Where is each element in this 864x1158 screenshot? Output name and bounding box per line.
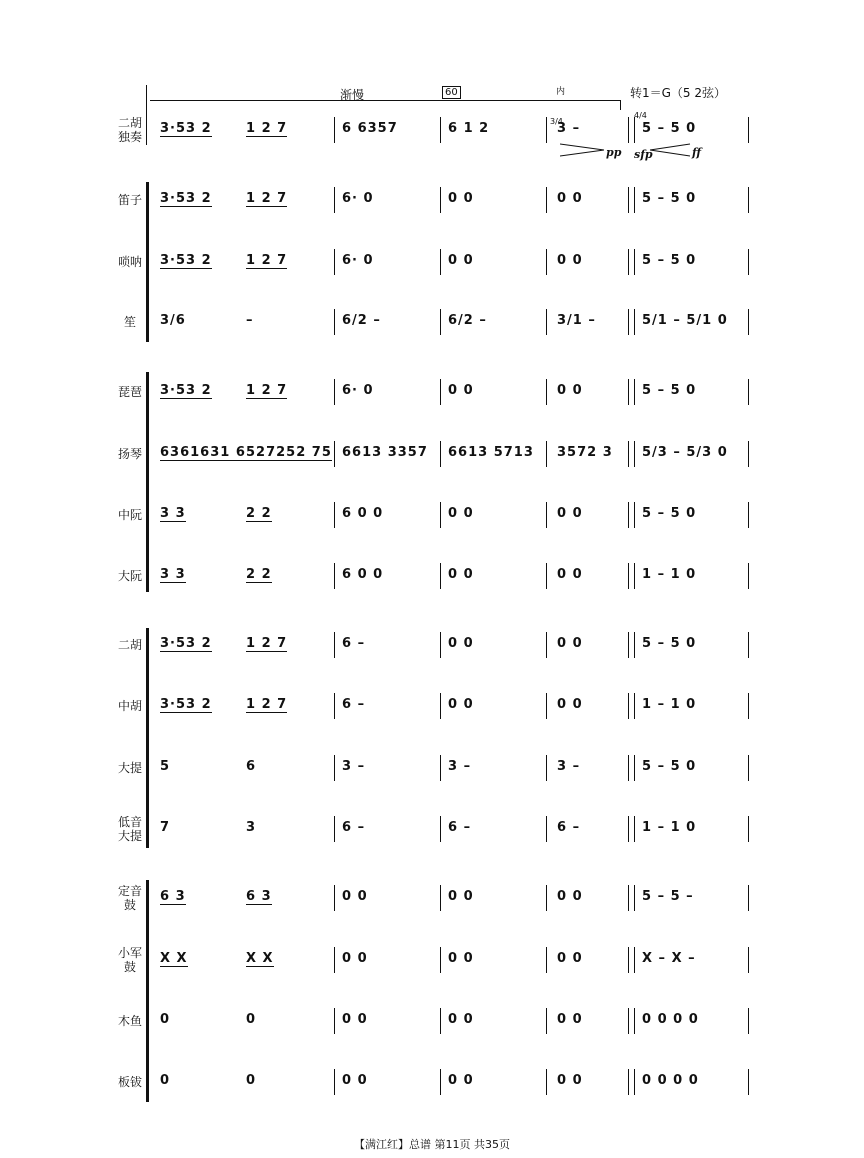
dynamic-pp: pp	[606, 146, 622, 159]
measure-6: 1 – 1 0	[642, 820, 697, 835]
measure-2: 2 2	[246, 567, 272, 582]
barline	[628, 632, 635, 658]
measure-3: 6· 0	[342, 191, 374, 206]
barline	[546, 632, 547, 658]
measure-5: 6 –	[557, 820, 581, 835]
plucked-brace	[146, 372, 149, 592]
barline	[628, 502, 635, 528]
measure-4: 0 0	[448, 383, 474, 398]
barline	[748, 947, 749, 973]
measure-5: 3 –	[557, 121, 581, 136]
measure-2: 1 2 7	[246, 191, 288, 206]
barline	[440, 441, 441, 467]
measure-5: 0 0	[557, 567, 583, 582]
instrument-label: 大提	[117, 761, 142, 775]
measure-2: X X	[246, 951, 274, 966]
measure-3: 6· 0	[342, 383, 374, 398]
barline	[546, 563, 547, 589]
barline	[334, 441, 335, 467]
inner-string-mark: 内	[556, 87, 566, 97]
barline	[628, 249, 635, 275]
measure-6: 0 0 0 0	[642, 1073, 699, 1088]
barline	[628, 187, 635, 213]
measure-5: 0 0	[557, 1012, 583, 1027]
meter-b: 4/4	[634, 111, 647, 120]
barline	[748, 117, 749, 143]
measure-4: 6613 5713	[448, 445, 534, 460]
measure-6: 5 – 5 0	[642, 506, 697, 521]
instrument-label: 板钹	[117, 1075, 142, 1089]
measure-4: 0 0	[448, 1073, 474, 1088]
measure-6: 5 – 5 0	[642, 191, 697, 206]
measure-1: 3·53 2	[160, 191, 212, 206]
barline	[748, 885, 749, 911]
instrument-label: 大阮	[117, 569, 142, 583]
barline	[628, 379, 635, 405]
barline	[334, 693, 335, 719]
measure-4: 6 1 2	[448, 121, 490, 136]
barline	[628, 755, 635, 781]
barline	[748, 816, 749, 842]
measure-5: 0 0	[557, 1073, 583, 1088]
barline	[440, 563, 441, 589]
measure-4: 0 0	[448, 567, 474, 582]
measure-1: 3·53 2	[160, 121, 212, 136]
measure-1: 3/6	[160, 313, 186, 328]
barline	[748, 563, 749, 589]
instrument-label: 唢呐	[117, 255, 142, 269]
measure-3: 0 0	[342, 1012, 368, 1027]
rehearsal-mark: 60	[442, 86, 461, 99]
barline	[334, 755, 335, 781]
instrument-label: 笙	[123, 315, 136, 329]
measure-3: 6/2 –	[342, 313, 381, 328]
barline	[546, 249, 547, 275]
measure-5: 0 0	[557, 951, 583, 966]
barline	[748, 755, 749, 781]
measure-3: 0 0	[342, 951, 368, 966]
measure-3: 6613 3357	[342, 445, 428, 460]
instrument-label: 低音大提	[117, 815, 142, 843]
measure-1: 3 3	[160, 567, 186, 582]
page-footer: 【满江红】总谱 第11页 共35页	[354, 1138, 510, 1151]
measure-4: 0 0	[448, 191, 474, 206]
tempo-marking: 渐慢	[340, 88, 365, 102]
measure-3: 6 –	[342, 820, 366, 835]
bracket-end	[620, 100, 621, 110]
instrument-label: 中阮	[117, 508, 142, 522]
barline	[440, 1069, 441, 1095]
measure-1: 3·53 2	[160, 383, 212, 398]
barline	[334, 816, 335, 842]
measure-2: 1 2 7	[246, 121, 288, 136]
measure-5: 3/1 –	[557, 313, 596, 328]
solo-brace	[146, 85, 147, 145]
measure-4: 3 –	[448, 759, 472, 774]
measure-3: 6 0 0	[342, 567, 384, 582]
measure-1: 6361631 6	[160, 445, 246, 460]
dynamic-ff: ff	[692, 146, 702, 159]
barline	[628, 885, 635, 911]
bracket-line	[150, 100, 620, 101]
barline	[334, 249, 335, 275]
barline	[440, 816, 441, 842]
measure-1: 7	[160, 820, 171, 835]
barline	[748, 309, 749, 335]
measure-2: 1 2 7	[246, 697, 288, 712]
barline	[334, 632, 335, 658]
instrument-label: 笛子	[117, 193, 142, 207]
measure-6: 1 – 1 0	[642, 567, 697, 582]
instrument-label: 琵琶	[117, 385, 142, 399]
barline	[440, 693, 441, 719]
measure-2: 6	[246, 759, 257, 774]
dynamic-sfp: sfp	[634, 148, 653, 161]
barline	[546, 1069, 547, 1095]
barline	[546, 755, 547, 781]
barline	[748, 441, 749, 467]
barline	[748, 693, 749, 719]
measure-1: 3·53 2	[160, 253, 212, 268]
measure-5: 0 0	[557, 506, 583, 521]
measure-4: 0 0	[448, 636, 474, 651]
measure-6: 5 – 5 –	[642, 889, 694, 904]
barline	[546, 947, 547, 973]
instrument-label: 定音鼓	[117, 884, 142, 912]
measure-5: 0 0	[557, 253, 583, 268]
measure-5: 0 0	[557, 889, 583, 904]
measure-6: X – X –	[642, 951, 696, 966]
measure-4: 0 0	[448, 889, 474, 904]
barline	[546, 816, 547, 842]
measure-5: 0 0	[557, 697, 583, 712]
measure-4: 6 –	[448, 820, 472, 835]
barline	[546, 1008, 547, 1034]
barline	[440, 947, 441, 973]
barline	[334, 187, 335, 213]
measure-6: 5 – 5 0	[642, 121, 697, 136]
measure-4: 0 0	[448, 697, 474, 712]
measure-2: –	[246, 313, 254, 328]
measure-2: 0	[246, 1073, 257, 1088]
barline	[334, 117, 335, 143]
barline	[334, 563, 335, 589]
measure-3: 6 0 0	[342, 506, 384, 521]
measure-6: 5 – 5 0	[642, 636, 697, 651]
barline	[440, 632, 441, 658]
barline	[546, 187, 547, 213]
measure-1: 3·53 2	[160, 697, 212, 712]
measure-6: 5/3 – 5/3 0	[642, 445, 728, 460]
barline	[440, 755, 441, 781]
measure-3: 0 0	[342, 1073, 368, 1088]
barline	[628, 441, 635, 467]
barline	[748, 1069, 749, 1095]
barline	[628, 693, 635, 719]
barline	[628, 947, 635, 973]
measure-2: 527252 75	[246, 445, 332, 460]
measure-4: 0 0	[448, 253, 474, 268]
measure-1: 3 3	[160, 506, 186, 521]
barline	[628, 117, 635, 143]
hairpins	[560, 140, 710, 160]
barline	[748, 1008, 749, 1034]
barline	[334, 1069, 335, 1095]
barline	[334, 502, 335, 528]
barline	[440, 309, 441, 335]
barline	[546, 885, 547, 911]
barline	[628, 1008, 635, 1034]
instrument-label: 小军鼓	[117, 946, 142, 974]
measure-2: 6 3	[246, 889, 272, 904]
barline	[748, 379, 749, 405]
barline	[440, 502, 441, 528]
measure-6: 5 – 5 0	[642, 759, 697, 774]
barline	[628, 309, 635, 335]
measure-4: 6/2 –	[448, 313, 487, 328]
barline	[334, 379, 335, 405]
barline	[440, 187, 441, 213]
measure-1: 6 3	[160, 889, 186, 904]
measure-1: 5	[160, 759, 171, 774]
measure-6: 0 0 0 0	[642, 1012, 699, 1027]
measure-6: 5 – 5 0	[642, 383, 697, 398]
barline	[440, 117, 441, 143]
measure-2: 3	[246, 820, 257, 835]
instrument-label: 扬琴	[117, 447, 142, 461]
barline	[440, 885, 441, 911]
measure-5: 3572 3	[557, 445, 613, 460]
barline	[334, 309, 335, 335]
barline	[628, 816, 635, 842]
barline	[748, 632, 749, 658]
barline	[440, 249, 441, 275]
barline	[440, 379, 441, 405]
measure-4: 0 0	[448, 506, 474, 521]
barline	[546, 117, 547, 143]
key-change: 转1＝G（5 2弦）	[630, 86, 727, 100]
percussion-brace	[146, 880, 149, 1102]
measure-5: 3 –	[557, 759, 581, 774]
instrument-label: 木鱼	[117, 1014, 142, 1028]
measure-3: 0 0	[342, 889, 368, 904]
measure-5: 0 0	[557, 636, 583, 651]
bowed-brace	[146, 628, 149, 848]
measure-3: 6 6357	[342, 121, 398, 136]
meter-a: 3/4	[550, 117, 563, 126]
measure-1: 0	[160, 1073, 171, 1088]
measure-4: 0 0	[448, 951, 474, 966]
barline	[748, 249, 749, 275]
measure-6: 5 – 5 0	[642, 253, 697, 268]
measure-4: 0 0	[448, 1012, 474, 1027]
measure-2: 0	[246, 1012, 257, 1027]
barline	[628, 1069, 635, 1095]
measure-3: 6 –	[342, 636, 366, 651]
measure-1: X X	[160, 951, 188, 966]
barline	[334, 1008, 335, 1034]
barline	[546, 309, 547, 335]
instrument-label: 二胡独奏	[117, 116, 142, 144]
barline	[334, 947, 335, 973]
measure-2: 1 2 7	[246, 253, 288, 268]
measure-5: 0 0	[557, 383, 583, 398]
measure-6: 1 – 1 0	[642, 697, 697, 712]
barline	[546, 441, 547, 467]
measure-2: 1 2 7	[246, 636, 288, 651]
barline	[334, 885, 335, 911]
measure-6: 5/1 – 5/1 0	[642, 313, 728, 328]
measure-2: 1 2 7	[246, 383, 288, 398]
barline	[748, 502, 749, 528]
instrument-label: 二胡	[117, 638, 142, 652]
barline	[748, 187, 749, 213]
measure-5: 0 0	[557, 191, 583, 206]
measure-1: 3·53 2	[160, 636, 212, 651]
instrument-label: 中胡	[117, 699, 142, 713]
barline	[628, 563, 635, 589]
measure-1: 0	[160, 1012, 171, 1027]
barline	[546, 502, 547, 528]
barline	[546, 379, 547, 405]
barline	[546, 693, 547, 719]
measure-2: 2 2	[246, 506, 272, 521]
measure-3: 6 –	[342, 697, 366, 712]
measure-3: 6· 0	[342, 253, 374, 268]
measure-3: 3 –	[342, 759, 366, 774]
barline	[440, 1008, 441, 1034]
